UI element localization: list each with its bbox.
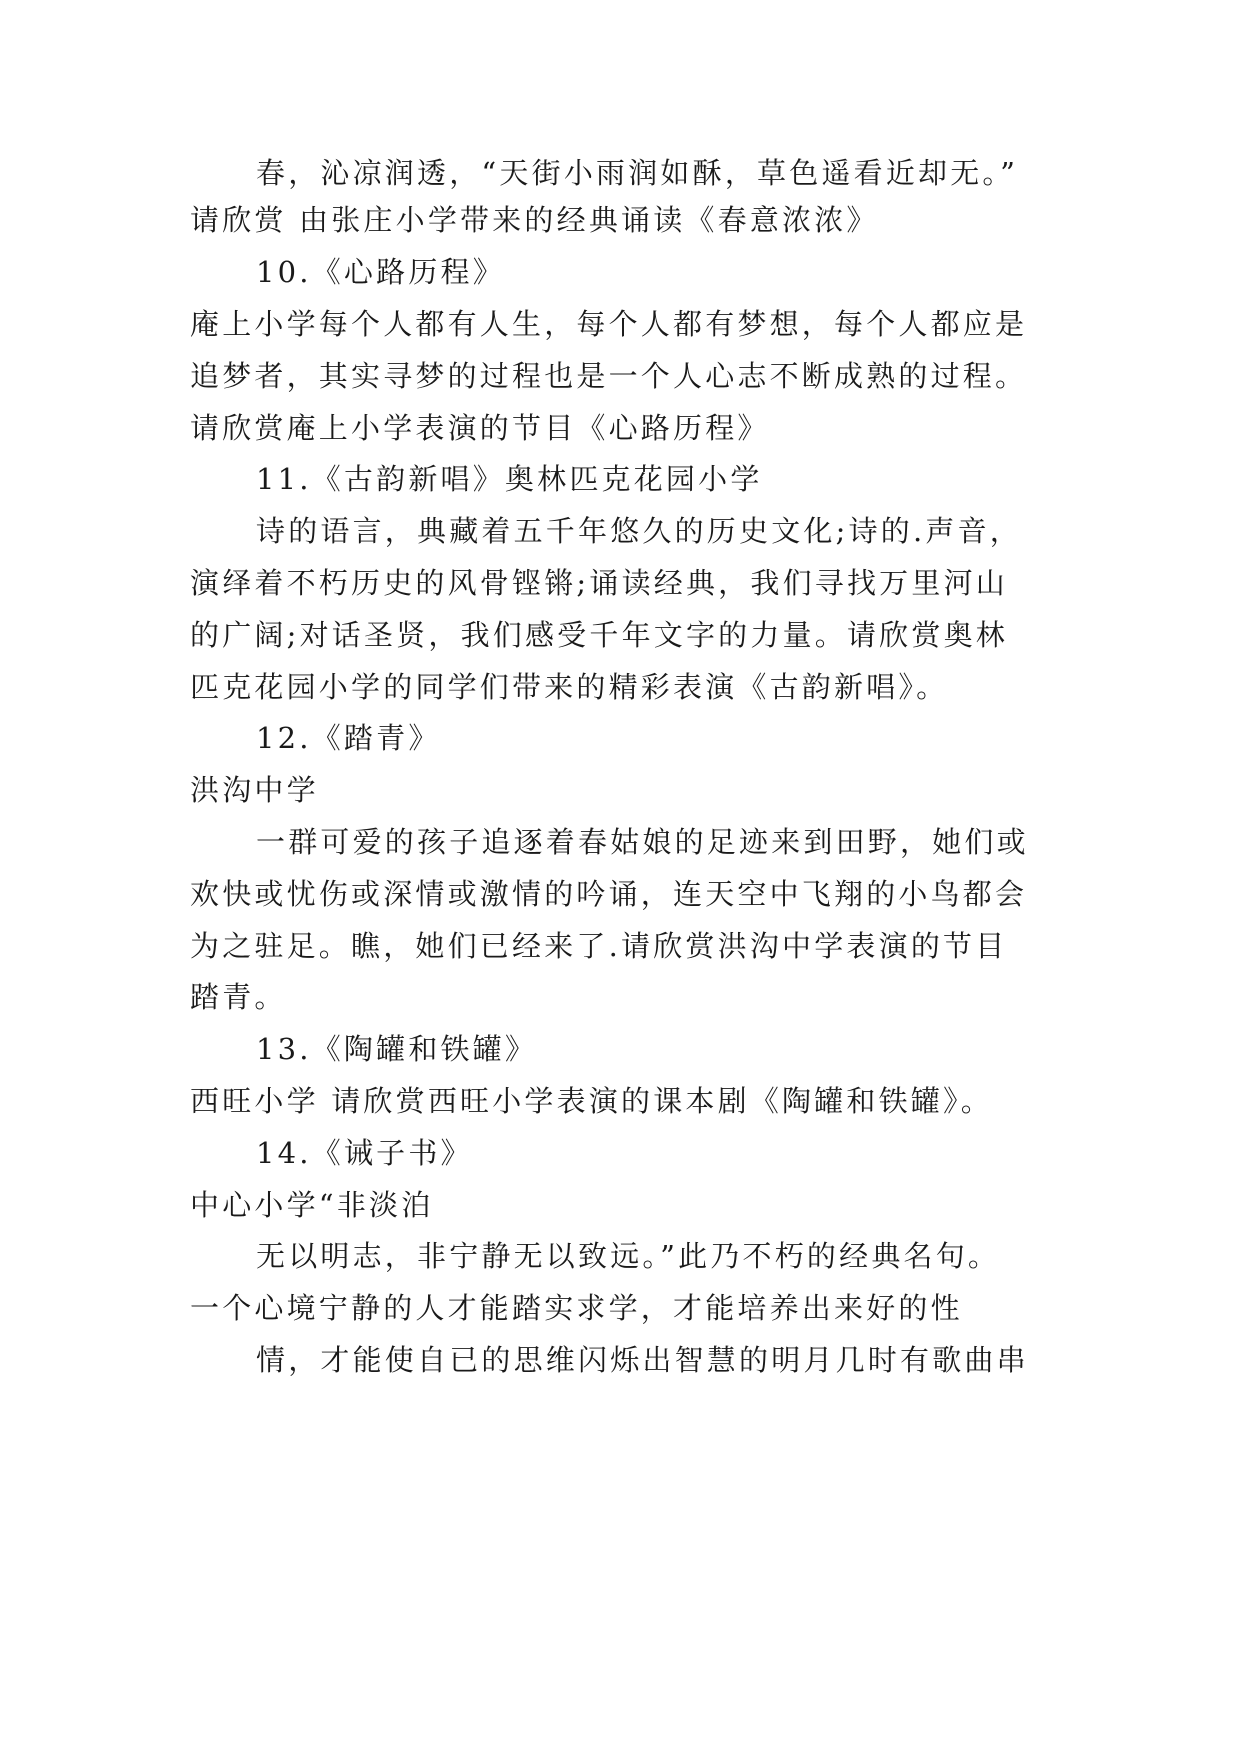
text-line: 庵上小学每个人都有人生，每个人都有梦想，每个人都应是	[190, 307, 1028, 341]
text-line: 匹克花园小学的同学们带来的精彩表演《古韵新唱》。	[190, 670, 949, 704]
text-line: 无以明志，非宁静无以致远。”此乃不朽的经典名句。	[256, 1239, 1001, 1273]
text-line: 诗的语言，典藏着五千年悠久的历史文化;诗的.声音，	[256, 514, 1022, 548]
text-line: 追梦者，其实寻梦的过程也是一个人心志不断成熟的过程。	[190, 359, 1028, 393]
text-line: 踏青。	[190, 980, 287, 1014]
section-heading: 13.《陶罐和铁罐》	[256, 1032, 538, 1066]
text-line: 一群可爱的孩子追逐着春姑娘的足迹来到田野，她们或	[256, 825, 1029, 859]
text-line: 中心小学“非淡泊	[190, 1188, 434, 1222]
section-heading: 12.《踏青》	[256, 721, 441, 755]
text-line: 春，沁凉润透，“天街小雨润如酥，草色遥看近却无。”	[256, 156, 1019, 190]
section-heading: 14.《诫子书》	[256, 1136, 473, 1170]
text-line: 西旺小学 请欣赏西旺小学表演的课本剧《陶罐和铁罐》。	[190, 1084, 993, 1118]
section-heading: 11.《古韵新唱》奥林匹克花园小学	[256, 462, 763, 496]
text-line: 一个心境宁静的人才能踏实求学，才能培养出来好的性	[190, 1291, 963, 1325]
text-line: 欢快或忧伤或深情或激情的吟诵，连天空中飞翔的小鸟都会	[190, 877, 1028, 911]
text-line: 洪沟中学	[190, 773, 319, 807]
text-line: 演绎着不朽历史的风骨铿锵;诵读经典，我们寻找万里河山	[190, 566, 1008, 600]
text-line: 请欣赏庵上小学表演的节目《心路历程》	[190, 411, 770, 445]
text-line: 的广阔;对话圣贤，我们感受千年文字的力量。请欣赏奥林	[190, 618, 1008, 652]
text-line: 请欣赏 由张庄小学带来的经典诵读《春意浓浓》	[190, 203, 879, 237]
text-line: 情，才能使自已的思维闪烁出智慧的明月几时有歌曲串	[256, 1343, 1029, 1377]
text-line: 为之驻足。瞧，她们已经来了.请欣赏洪沟中学表演的节目	[190, 929, 1008, 963]
section-heading: 10.《心路历程》	[256, 255, 505, 289]
